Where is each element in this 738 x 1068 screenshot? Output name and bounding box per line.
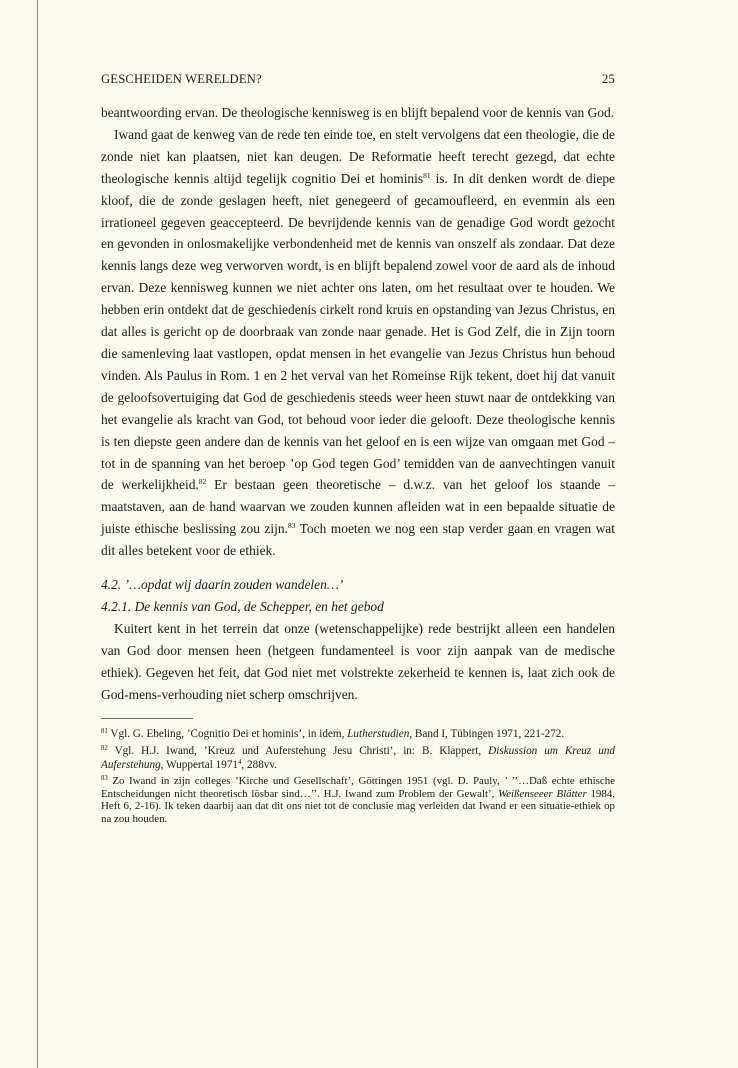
footnote-81-title: Lutherstudien (347, 728, 410, 741)
running-head-title: GESCHEIDEN WERELDEN? (101, 72, 262, 86)
footnote-82-text: Vgl. H.J. Iwand, ’Kreuz und Auferstehung Jesu Christi’, in: B. Klappert, (107, 745, 489, 758)
footnote-82 (101, 745, 615, 772)
paragraph-1: beantwoording ervan. De theologische kennisweg is en blijft bepalend voor de kennis van God. (101, 105, 615, 120)
section-heading-4-2: 4.2. ’…opdat wij daarin zouden wandelen…’ (101, 577, 344, 593)
paragraph-3: Kuitert kent in het terrein dat onze (wetenschappelijke) rede bestrijkt alleen een handelen van God door mensen heen (hetgeen fundamenteel is voor zijn aanpak van de medische ethiek). Gegeven het feit, dat God niet met volstrekte zekerheid te kennen is, laat zich ook de God-mens-verhouding niet scherp omschrijven. (101, 620, 615, 702)
footnote-81-text: Vgl. G. Ebeling, ’Cognitio Dei et hominis’, in idem, (107, 728, 348, 741)
paragraph-2-part-b: is. In dit denken wordt de diepe kloof, die de zonde geslagen heeft, niet genegeerd of gecamoufleerd, en evenmin als een irrationeel gegeven geaccepteerd. De bevrijdende kennis van de genadige God wordt gezocht en gevonden in onlosmakelijke verbondenheid met de kennis van onszelf als zondaar. Dat deze kennis langs deze weg verworven wordt, is en blijft bepalend zowel voor de aard als de inhoud ervan. Deze kennisweg kunnen we niet achter ons laten, om het resultaat over te houden. We hebben erin ontdekt dat de geschiedenis cirkelt rond kruis en opstanding van Jezus Christus, en dat alles is gericht op de doorbraak van zonde naar genade. Het is God Zelf, die in Zijn toorn die samenleving laat vastlopen, opdat mensen in het evangelie van Jezus Christus hun behoud vinden. Als Paulus in Rom. 1 en 2 het verval van het Romeinse Rijk tekent, doet hij dat vanuit de geloofsovertuiging dat God de geschiedenis steeds weer heen stuwt naar de ontdekking van het evangelie als kracht van God, tot behoud voor ieder die gelooft. Deze theologische kennis is ten diepste geen andere dan de kennis van het geloof en is een wijze van omgaan met God – tot in de spanning van het beroep ’op God tegen God’ temidden van de aanvechtingen vanuit de werkelijkheid. (101, 170, 615, 493)
book-page (101, 72, 615, 829)
footnote-83 (101, 775, 615, 825)
footnotes (101, 728, 615, 825)
page-edge-line (37, 0, 38, 1068)
paragraph-2 (101, 124, 615, 562)
footnote-divider (101, 718, 193, 719)
footnote-83-title: Weißenseeer Blätter (498, 787, 587, 800)
paragraph-2-part-c: Er bestaan geen theoretische – d.w.z. van het geloof los staande – maatstaven, aan de hand waarvan we zouden kunnen afleiden wat in een bepaalde situatie de juiste ethische beslissing zou zijn. (101, 477, 615, 537)
footnote-ref-82: 82 (198, 477, 207, 487)
section-heading-4-2-1: 4.2.1. De kennis van God, de Schepper, en het gebod (101, 598, 384, 614)
footnote-82-number: 82 (101, 745, 108, 753)
paragraph-2-part-d: Toch moeten we nog een stap verder gaan en vragen wat dit alles betekent voor de ethiek. (101, 521, 615, 559)
footnote-83-text-end: 1984, Heft 6, 2-16). Ik teken daarbij aan dat dit ons niet tot de conclusie mag verleiden dat Iwand er een situatie-ethiek op na zou houden. (101, 787, 615, 826)
page-number: 25 (602, 72, 615, 86)
body-text (101, 102, 615, 705)
footnote-82-text-mid: , Wuppertal 1971 (160, 758, 239, 771)
footnote-81 (101, 728, 615, 742)
footnote-83-number: 83 (101, 775, 108, 783)
footnote-81-number: 81 (101, 728, 108, 736)
footnote-ref-81: 81 (423, 170, 431, 180)
footnote-ref-83: 83 (287, 521, 296, 531)
footnote-81-text-end: , Band I, Tübingen 1971, 221-272. (409, 728, 565, 741)
footnote-82-edition: 4 (238, 758, 242, 766)
footnote-82-text-end: , 288vv. (241, 758, 278, 771)
running-head (101, 72, 615, 87)
paragraph-2-part-a: Iwand gaat de kenweg van de rede ten einde toe, en stelt vervolgens dat een theologie, die de zonde niet kan plaatsen, niet kan deugen. De Reformatie heeft terecht gezegd, dat echte theologische kennis altijd tegelijk cognitio Dei et hominis (101, 126, 615, 186)
footnote-83-text: Zo Iwand in zijn colleges ’Kirche und Gesellschaft’, Göttingen 1951 (vgl. D. Pauly, ’ ’’…Daß echte ethische Entscheidungen nicht theoretisch lösbar sind…’’. H.J. Iwand zum Problem der Gewalt’, (101, 775, 615, 800)
footnote-82-title: Diskussion um Kreuz und Auferstehung (101, 745, 616, 771)
